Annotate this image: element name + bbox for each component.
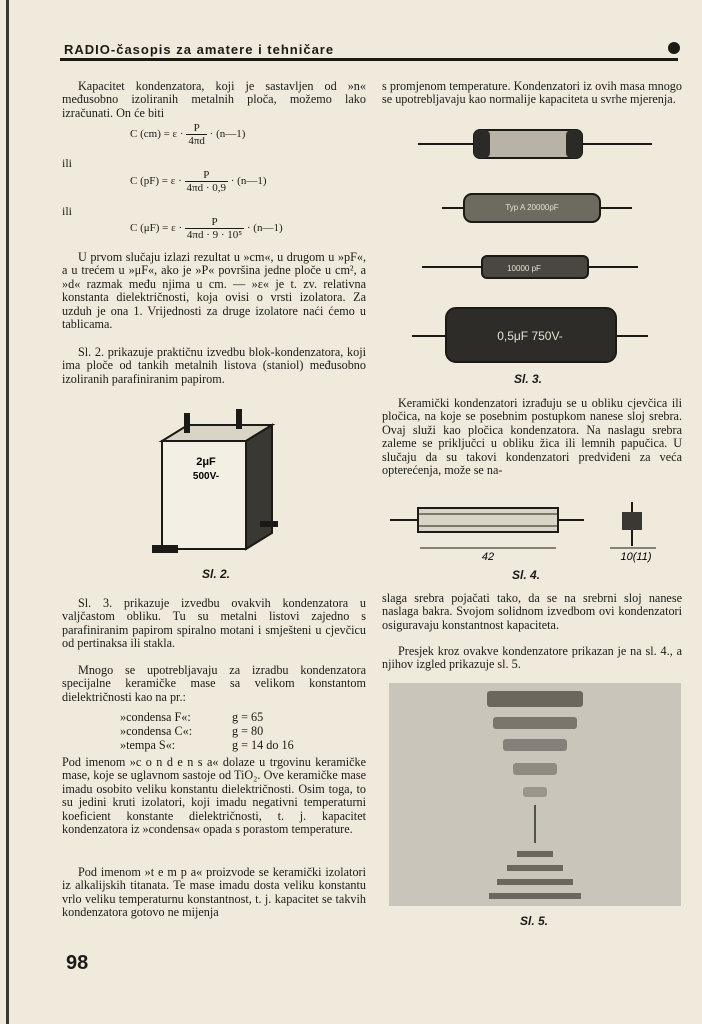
right-para-3 [382, 592, 682, 632]
ceramic-capacitor [487, 691, 583, 707]
ceramic-plate [517, 851, 553, 857]
paragraph: Kapacitet kondenzatora, koji je sastavljen od »n« međusobno izoliranih metalnih ploča, možemo lako izračunati. On će biti [62, 79, 366, 120]
right-para-2 [382, 397, 682, 477]
formula-right: · (n—1) [230, 175, 267, 188]
fig2-label-capacity: 2μF [196, 456, 216, 468]
fig4-dimension-diameter: 10(11) [620, 551, 652, 563]
left-para-5 [62, 664, 366, 704]
ili-label: ili [62, 204, 73, 218]
ili-label: ili [62, 156, 73, 170]
tube-body [418, 508, 558, 532]
left-para-4 [62, 597, 366, 651]
figure-3-tubular-capacitors [412, 122, 658, 378]
material-row: »condensa F«: g = 65 [120, 710, 264, 724]
mounting-tab-left [152, 545, 178, 553]
paragraph: s promjenom temperature. Kondenzatori iz ovih masa mnogo se upotrebljavaju kao normalije kapaciteta u svrhe mjerenja. [382, 79, 682, 107]
figure-5-capacitor-set [389, 683, 681, 906]
ceramic-capacitor [493, 717, 577, 729]
formula-left: C (μF) = ε · [130, 222, 183, 235]
figure-2-block-capacitor [148, 405, 288, 565]
disc-body [622, 512, 642, 530]
left-para-2 [62, 251, 366, 331]
page-edge [6, 0, 9, 1024]
paragraph: Sl. 2. prikazuje praktičnu izvedbu blok-kondenzatora, koji ima ploče od tankih metalnih listova (staniol) međusobno izoliranih parafiniranim papirom. [62, 345, 366, 386]
terminal-left [184, 413, 190, 433]
ceramic-capacitor [503, 739, 567, 751]
fig5-caption: Sl. 5. [520, 914, 549, 928]
formula-right: · (n—1) [246, 222, 283, 235]
formula-fraction: $\frac{P}{\text{4πd · 9 · 10⁵}}$ [186, 216, 243, 241]
header-title: RADIO-časopis za amatere i tehničare [64, 42, 335, 57]
paragraph: Presjek kroz ovakve kondenzatore prikazan je na sl. 4., a njihov izgled prikazuje sl. 5. [382, 644, 682, 672]
capacitor-1-body [474, 130, 582, 158]
materials-list [120, 710, 294, 752]
mounting-tab-right [260, 521, 278, 527]
left-para-3 [62, 346, 366, 386]
formula-uf [130, 216, 283, 241]
right-para-4 [382, 645, 682, 672]
paragraph: Pod imenom »t e m p a« proizvode se keramički izolatori iz alkalijskih titanata. Te mase imadu dosta veliku konstantu vrlo veliku temperaturnu konstantnost, t. j. kapacitet se takvih kondenzatora gotovo ne mijenja [62, 865, 366, 920]
fig3-label-0-5uf: 0,5μF 750V- [497, 329, 563, 343]
fig3-label-10000pf: 10000 pF [507, 264, 541, 273]
paragraph: U prvom slučaju izlazi rezultat u »cm«, u drugom u »pF«, a u trećem u »μF«, ako je »P« površina jedne ploče u cm², a »d« razmak među njima u cm. — »ε« je t. zv. relativna konstanta dielektričnosti, koja ovisi o vrsti izolatora. Za uzduh je ona 1. Vrijednosti za druge izolatore naći ćemo u tablicama. [62, 250, 366, 332]
paragraph: Sl. 3. prikazuje izvedbu ovakvih kondenzatora u valjčastom obliku. Tu su metalni listovi zajedno s parafiniranim papirom spiralno motani i smješteni u cjevčicu od pertinaksa ili stakla. [62, 596, 366, 651]
paragraph: Mnogo se upotrebljavaju za izradbu kondenzatora specijalne keramičke mase sa velikom konstantom dielektričnosti kao na pr.: [62, 663, 366, 704]
figure-4-cross-section [388, 496, 680, 568]
fig3-caption: Sl. 3. [514, 372, 543, 386]
left-para-6 [62, 756, 366, 836]
formula-left: C (cm) = ε · [130, 128, 184, 141]
formula-pf [130, 169, 267, 194]
header-rule [60, 58, 678, 61]
ceramic-plate [489, 893, 581, 899]
material-row: »tempa S«: g = 14 do 16 [120, 738, 294, 752]
capacitor-1-cap-right [566, 130, 582, 158]
fig4-caption: Sl. 4. [512, 568, 541, 582]
figure-5-photo [389, 683, 681, 906]
terminal-right [236, 409, 242, 429]
formula-right: · (n—1) [209, 128, 246, 141]
left-para-1 [62, 80, 366, 120]
ceramic-plate [497, 879, 573, 885]
fig2-label-voltage: 500V- [192, 471, 220, 482]
paragraph: Pod imenom »c o n d e n s a« dolaze u trgovinu keramičke mase, koje se uglavnom sastoje od TiO₂. Ove keramičke mase imadu osobito veliku konstantu dielektričnosti. Osim toga, to su jedini kruti izolatori, koji imadu negativni temperaturni koeficient konstante dielektričnosti, t. j. kapacitet kondenzatora iz »condensa« opada s porastom temperature. [62, 755, 366, 837]
paragraph: slaga srebra pojačati tako, da se na srebrni sloj nanese naslaga bakra. Svojom solidnom izvedbom ovi kondenzatori osiguravaju konstantnost kapaciteta. [382, 591, 682, 632]
ceramic-capacitor [513, 763, 557, 775]
left-para-7 [62, 866, 366, 920]
formula-cm [130, 122, 245, 147]
paragraph: Keramički kondenzatori izrađuju se u obliku cjevčica ili pločica, na koje se posebnim postupkom nanese sloj srebra. Ovaj služi kao pločica kondenzatora. Na naslagu srebra zaleme se priključci u obliku žica ili lemnih papučica. U slučaju da su takovi kondenzatori predviđeni za veća opterećenja, može se na- [382, 396, 682, 478]
page-number: 98 [66, 952, 89, 974]
fig3-label-typ-a: Typ A 20000pF [505, 203, 559, 212]
formula-fraction: $\frac{P}{4\pi d}$ [188, 122, 205, 147]
material-row: »condensa C«: g = 80 [120, 724, 264, 738]
formula-left: C (pF) = ε · [130, 175, 182, 188]
ceramic-capacitor [523, 787, 547, 797]
formula-fraction: $\frac{P}{4\pi d \cdot 0,9}$ [186, 169, 226, 194]
capacitor-side [246, 425, 272, 549]
capacitor-1-cap-left [474, 130, 490, 158]
ceramic-plate [507, 865, 563, 871]
fig2-caption: Sl. 2. [202, 567, 231, 581]
header-dot [668, 42, 680, 54]
page-header [60, 40, 682, 60]
fig4-dimension-length: 42 [481, 551, 495, 563]
right-para-1 [382, 80, 682, 107]
